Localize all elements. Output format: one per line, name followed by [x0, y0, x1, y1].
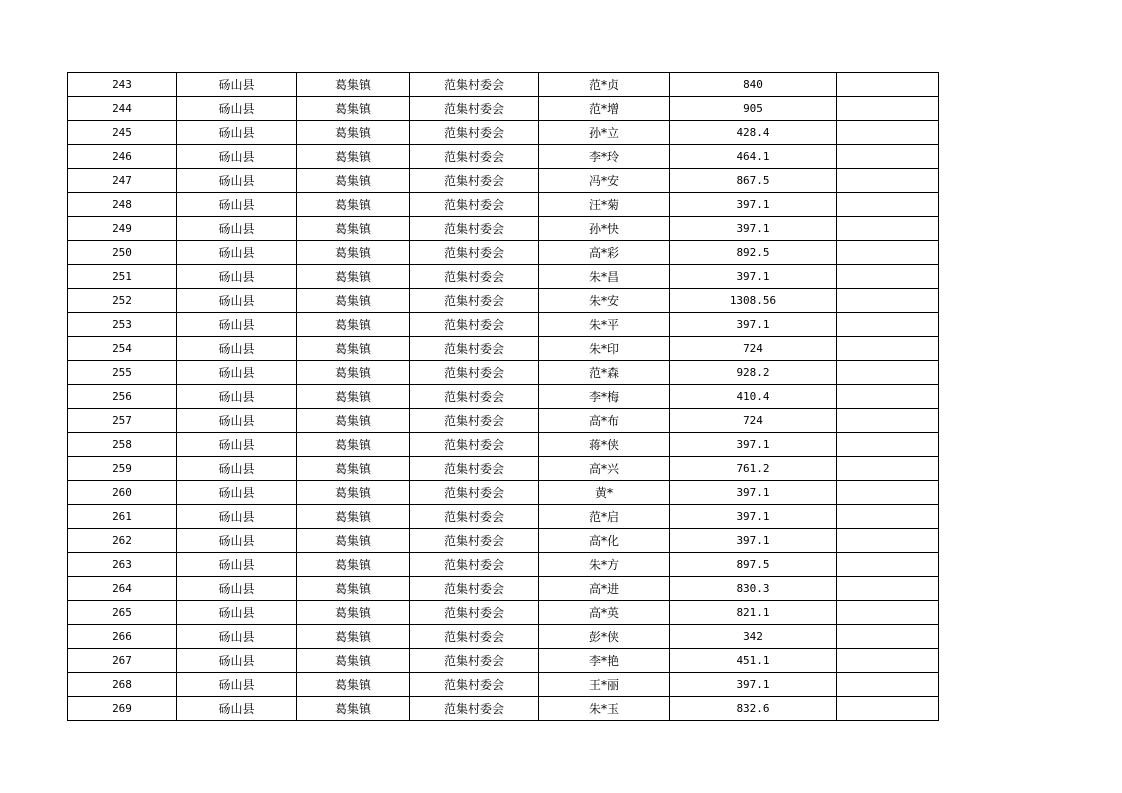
cell-person-name: 王*丽 — [539, 673, 670, 697]
cell-note — [837, 313, 939, 337]
cell-note — [837, 481, 939, 505]
table-row — [68, 145, 939, 169]
cell-village: 范集村委会 — [410, 505, 539, 529]
table-row — [68, 361, 939, 385]
cell-row-number: 267 — [68, 649, 177, 673]
cell-village: 范集村委会 — [410, 553, 539, 577]
cell-village: 范集村委会 — [410, 169, 539, 193]
table-body — [68, 73, 939, 721]
cell-amount: 428.4 — [670, 121, 837, 145]
cell-row-number: 251 — [68, 265, 177, 289]
cell-county: 砀山县 — [177, 481, 297, 505]
cell-amount: 821.1 — [670, 601, 837, 625]
cell-amount: 840 — [670, 73, 837, 97]
cell-person-name: 孙*立 — [539, 121, 670, 145]
cell-person-name: 朱*玉 — [539, 697, 670, 721]
cell-row-number: 254 — [68, 337, 177, 361]
cell-row-number: 260 — [68, 481, 177, 505]
cell-note — [837, 625, 939, 649]
cell-note — [837, 289, 939, 313]
cell-town: 葛集镇 — [297, 481, 410, 505]
cell-row-number: 261 — [68, 505, 177, 529]
cell-person-name: 黄* — [539, 481, 670, 505]
cell-town: 葛集镇 — [297, 409, 410, 433]
cell-row-number: 265 — [68, 601, 177, 625]
cell-county: 砀山县 — [177, 265, 297, 289]
cell-village: 范集村委会 — [410, 121, 539, 145]
cell-person-name: 李*艳 — [539, 649, 670, 673]
cell-person-name: 朱*昌 — [539, 265, 670, 289]
cell-town: 葛集镇 — [297, 169, 410, 193]
cell-row-number: 249 — [68, 217, 177, 241]
cell-amount: 928.2 — [670, 361, 837, 385]
cell-note — [837, 193, 939, 217]
cell-person-name: 高*兴 — [539, 457, 670, 481]
cell-person-name: 汪*菊 — [539, 193, 670, 217]
table-row — [68, 601, 939, 625]
cell-county: 砀山县 — [177, 409, 297, 433]
cell-county: 砀山县 — [177, 97, 297, 121]
cell-amount: 397.1 — [670, 313, 837, 337]
cell-county: 砀山县 — [177, 601, 297, 625]
table-row — [68, 649, 939, 673]
cell-amount: 397.1 — [670, 505, 837, 529]
cell-note — [837, 145, 939, 169]
table-row — [68, 385, 939, 409]
cell-county: 砀山县 — [177, 73, 297, 97]
cell-person-name: 高*化 — [539, 529, 670, 553]
cell-row-number: 258 — [68, 433, 177, 457]
cell-town: 葛集镇 — [297, 529, 410, 553]
table-row — [68, 457, 939, 481]
cell-note — [837, 73, 939, 97]
table-row — [68, 409, 939, 433]
table-row — [68, 697, 939, 721]
cell-village: 范集村委会 — [410, 409, 539, 433]
cell-town: 葛集镇 — [297, 433, 410, 457]
cell-county: 砀山县 — [177, 529, 297, 553]
cell-person-name: 朱*方 — [539, 553, 670, 577]
cell-note — [837, 649, 939, 673]
cell-person-name: 范*启 — [539, 505, 670, 529]
cell-note — [837, 97, 939, 121]
cell-amount: 464.1 — [670, 145, 837, 169]
cell-person-name: 高*布 — [539, 409, 670, 433]
cell-row-number: 252 — [68, 289, 177, 313]
cell-town: 葛集镇 — [297, 241, 410, 265]
cell-town: 葛集镇 — [297, 217, 410, 241]
cell-county: 砀山县 — [177, 505, 297, 529]
table-row — [68, 265, 939, 289]
cell-amount: 397.1 — [670, 673, 837, 697]
cell-amount: 397.1 — [670, 217, 837, 241]
cell-row-number: 247 — [68, 169, 177, 193]
cell-row-number: 245 — [68, 121, 177, 145]
cell-village: 范集村委会 — [410, 529, 539, 553]
table-row — [68, 505, 939, 529]
cell-county: 砀山县 — [177, 289, 297, 313]
table-row — [68, 625, 939, 649]
cell-county: 砀山县 — [177, 169, 297, 193]
cell-county: 砀山县 — [177, 649, 297, 673]
cell-amount: 867.5 — [670, 169, 837, 193]
cell-village: 范集村委会 — [410, 649, 539, 673]
cell-town: 葛集镇 — [297, 97, 410, 121]
cell-row-number: 256 — [68, 385, 177, 409]
cell-town: 葛集镇 — [297, 121, 410, 145]
cell-village: 范集村委会 — [410, 361, 539, 385]
cell-note — [837, 577, 939, 601]
cell-county: 砀山县 — [177, 673, 297, 697]
cell-amount: 397.1 — [670, 529, 837, 553]
cell-row-number: 257 — [68, 409, 177, 433]
cell-note — [837, 265, 939, 289]
cell-amount: 724 — [670, 409, 837, 433]
cell-village: 范集村委会 — [410, 457, 539, 481]
table-row — [68, 433, 939, 457]
cell-note — [837, 673, 939, 697]
cell-amount: 830.3 — [670, 577, 837, 601]
cell-county: 砀山县 — [177, 625, 297, 649]
table-row — [68, 97, 939, 121]
table-row — [68, 481, 939, 505]
cell-person-name: 范*贞 — [539, 73, 670, 97]
cell-person-name: 高*进 — [539, 577, 670, 601]
cell-row-number: 248 — [68, 193, 177, 217]
cell-amount: 397.1 — [670, 433, 837, 457]
cell-amount: 892.5 — [670, 241, 837, 265]
cell-row-number: 259 — [68, 457, 177, 481]
cell-village: 范集村委会 — [410, 697, 539, 721]
cell-amount: 397.1 — [670, 193, 837, 217]
cell-village: 范集村委会 — [410, 289, 539, 313]
cell-county: 砀山县 — [177, 313, 297, 337]
cell-amount: 761.2 — [670, 457, 837, 481]
cell-note — [837, 697, 939, 721]
cell-person-name: 冯*安 — [539, 169, 670, 193]
cell-village: 范集村委会 — [410, 217, 539, 241]
cell-amount: 410.4 — [670, 385, 837, 409]
cell-county: 砀山县 — [177, 145, 297, 169]
cell-row-number: 250 — [68, 241, 177, 265]
cell-person-name: 蒋*侠 — [539, 433, 670, 457]
cell-note — [837, 217, 939, 241]
cell-amount: 342 — [670, 625, 837, 649]
table-row — [68, 121, 939, 145]
cell-note — [837, 385, 939, 409]
cell-note — [837, 169, 939, 193]
cell-town: 葛集镇 — [297, 601, 410, 625]
cell-person-name: 李*梅 — [539, 385, 670, 409]
cell-row-number: 255 — [68, 361, 177, 385]
cell-person-name: 孙*快 — [539, 217, 670, 241]
cell-person-name: 朱*安 — [539, 289, 670, 313]
cell-village: 范集村委会 — [410, 193, 539, 217]
cell-row-number: 246 — [68, 145, 177, 169]
cell-note — [837, 409, 939, 433]
cell-county: 砀山县 — [177, 361, 297, 385]
cell-amount: 1308.56 — [670, 289, 837, 313]
cell-town: 葛集镇 — [297, 265, 410, 289]
cell-note — [837, 457, 939, 481]
cell-town: 葛集镇 — [297, 193, 410, 217]
cell-village: 范集村委会 — [410, 73, 539, 97]
cell-town: 葛集镇 — [297, 289, 410, 313]
table-row — [68, 337, 939, 361]
cell-amount: 724 — [670, 337, 837, 361]
cell-county: 砀山县 — [177, 337, 297, 361]
cell-county: 砀山县 — [177, 121, 297, 145]
cell-village: 范集村委会 — [410, 625, 539, 649]
cell-village: 范集村委会 — [410, 673, 539, 697]
cell-note — [837, 529, 939, 553]
cell-village: 范集村委会 — [410, 385, 539, 409]
cell-note — [837, 361, 939, 385]
cell-person-name: 彭*侠 — [539, 625, 670, 649]
cell-town: 葛集镇 — [297, 385, 410, 409]
cell-village: 范集村委会 — [410, 601, 539, 625]
cell-town: 葛集镇 — [297, 625, 410, 649]
table-row — [68, 169, 939, 193]
cell-note — [837, 505, 939, 529]
cell-person-name: 范*森 — [539, 361, 670, 385]
cell-county: 砀山县 — [177, 553, 297, 577]
cell-village: 范集村委会 — [410, 433, 539, 457]
cell-town: 葛集镇 — [297, 673, 410, 697]
table-row — [68, 577, 939, 601]
cell-village: 范集村委会 — [410, 577, 539, 601]
cell-person-name: 朱*平 — [539, 313, 670, 337]
cell-row-number: 244 — [68, 97, 177, 121]
table-row — [68, 673, 939, 697]
cell-row-number: 253 — [68, 313, 177, 337]
cell-row-number: 269 — [68, 697, 177, 721]
cell-village: 范集村委会 — [410, 337, 539, 361]
table-row — [68, 73, 939, 97]
cell-county: 砀山县 — [177, 241, 297, 265]
cell-county: 砀山县 — [177, 217, 297, 241]
cell-person-name: 范*增 — [539, 97, 670, 121]
cell-town: 葛集镇 — [297, 577, 410, 601]
cell-note — [837, 433, 939, 457]
cell-town: 葛集镇 — [297, 505, 410, 529]
cell-row-number: 264 — [68, 577, 177, 601]
cell-row-number: 262 — [68, 529, 177, 553]
cell-village: 范集村委会 — [410, 241, 539, 265]
table-row — [68, 193, 939, 217]
cell-village: 范集村委会 — [410, 481, 539, 505]
table-row — [68, 553, 939, 577]
cell-amount: 832.6 — [670, 697, 837, 721]
cell-village: 范集村委会 — [410, 97, 539, 121]
cell-person-name: 李*玲 — [539, 145, 670, 169]
cell-town: 葛集镇 — [297, 313, 410, 337]
cell-amount: 451.1 — [670, 649, 837, 673]
cell-town: 葛集镇 — [297, 145, 410, 169]
cell-county: 砀山县 — [177, 433, 297, 457]
cell-village: 范集村委会 — [410, 313, 539, 337]
cell-amount: 905 — [670, 97, 837, 121]
table-row — [68, 529, 939, 553]
cell-note — [837, 121, 939, 145]
cell-county: 砀山县 — [177, 385, 297, 409]
cell-town: 葛集镇 — [297, 649, 410, 673]
cell-county: 砀山县 — [177, 457, 297, 481]
cell-county: 砀山县 — [177, 697, 297, 721]
cell-town: 葛集镇 — [297, 697, 410, 721]
cell-note — [837, 601, 939, 625]
cell-village: 范集村委会 — [410, 265, 539, 289]
cell-row-number: 263 — [68, 553, 177, 577]
cell-row-number: 268 — [68, 673, 177, 697]
table-row — [68, 289, 939, 313]
cell-town: 葛集镇 — [297, 457, 410, 481]
data-table — [67, 72, 939, 721]
cell-row-number: 243 — [68, 73, 177, 97]
cell-county: 砀山县 — [177, 193, 297, 217]
cell-row-number: 266 — [68, 625, 177, 649]
table-row — [68, 241, 939, 265]
cell-county: 砀山县 — [177, 577, 297, 601]
cell-amount: 397.1 — [670, 481, 837, 505]
cell-village: 范集村委会 — [410, 145, 539, 169]
cell-town: 葛集镇 — [297, 553, 410, 577]
cell-person-name: 朱*印 — [539, 337, 670, 361]
table-row — [68, 313, 939, 337]
cell-amount: 397.1 — [670, 265, 837, 289]
cell-town: 葛集镇 — [297, 337, 410, 361]
cell-person-name: 高*英 — [539, 601, 670, 625]
table-row — [68, 217, 939, 241]
cell-note — [837, 337, 939, 361]
cell-town: 葛集镇 — [297, 73, 410, 97]
cell-amount: 897.5 — [670, 553, 837, 577]
cell-town: 葛集镇 — [297, 361, 410, 385]
cell-person-name: 高*彩 — [539, 241, 670, 265]
cell-note — [837, 553, 939, 577]
cell-note — [837, 241, 939, 265]
